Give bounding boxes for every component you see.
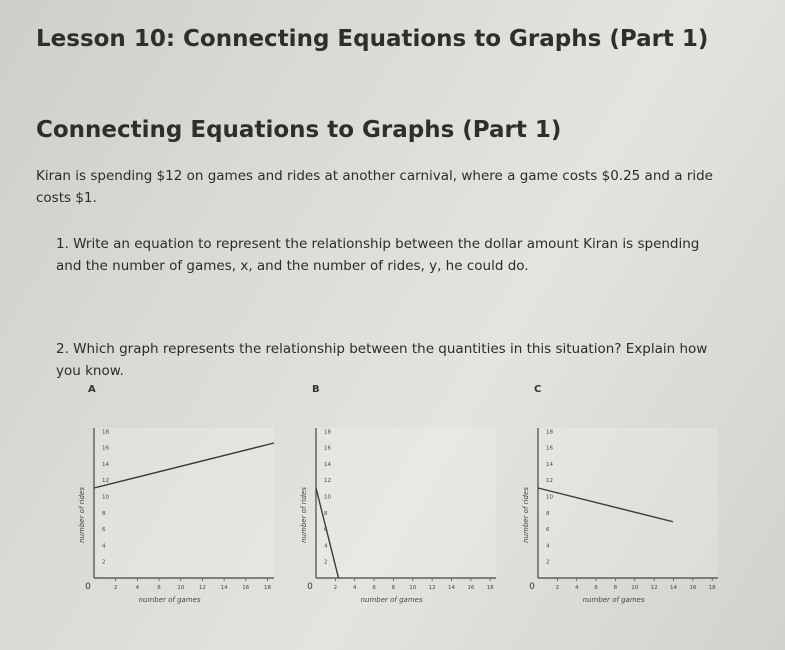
- x-tick-label: 18: [263, 585, 271, 591]
- x-tick-label: 12: [428, 585, 436, 591]
- y-tick-label: 10: [324, 494, 331, 501]
- x-tick-label: 6: [372, 585, 376, 591]
- y-tick-label: 2: [546, 559, 550, 566]
- y-tick-label: 16: [324, 445, 331, 452]
- lesson-title: Lesson 10: Connecting Equations to Graphs (Part 1): [36, 26, 709, 52]
- y-tick-label: 2: [324, 559, 328, 566]
- x-tick-label: 8: [613, 585, 618, 591]
- question-2: 2. Which graph represents the relationship between the quantities in this situation? Explain how you know.: [56, 341, 708, 379]
- x-axis-label: number of games: [360, 596, 423, 604]
- y-tick-label: 6: [102, 527, 106, 534]
- x-tick-label: 18: [708, 585, 716, 591]
- graph-c: [520, 418, 730, 618]
- y-tick-label: 18: [324, 429, 331, 436]
- question-1: 1. Write an equation to represent the relationship between the dollar amount Kiran is spending and the number of games, x, and the number of rides, y, he could do.: [56, 236, 700, 274]
- y-tick-label: 12: [546, 478, 553, 485]
- x-tick-label: 14: [220, 585, 228, 591]
- y-tick-label: 10: [102, 494, 109, 501]
- x-axis-label: number of games: [138, 596, 201, 604]
- y-axis-label: number of rides: [300, 487, 308, 543]
- y-tick-label: 16: [546, 445, 553, 452]
- plot-area: [538, 428, 718, 578]
- graph-c-label: C: [534, 384, 542, 395]
- y-tick-label: 6: [546, 527, 550, 534]
- x-tick-label: 14: [669, 585, 677, 591]
- y-tick-label: 10: [546, 494, 553, 501]
- y-axis-label: number of rides: [78, 487, 86, 543]
- y-axis-label: number of rides: [522, 487, 530, 543]
- y-tick-label: 18: [546, 429, 553, 436]
- y-tick-label: 6: [324, 527, 328, 534]
- y-tick-label: 14: [324, 461, 331, 468]
- graph-b: [298, 418, 508, 618]
- y-tick-label: 12: [102, 478, 109, 485]
- y-tick-label: 8: [102, 510, 106, 517]
- x-tick-label: 4: [352, 585, 357, 591]
- plot-area: [94, 428, 274, 578]
- y-tick-label: 4: [546, 543, 550, 550]
- x-tick-label: 14: [447, 585, 455, 591]
- x-tick-label: 10: [409, 585, 417, 591]
- x-tick-label: 16: [467, 585, 475, 591]
- x-tick-label: 16: [689, 585, 697, 591]
- y-tick-label: 12: [324, 478, 331, 485]
- graph-b-label: B: [312, 384, 320, 395]
- y-tick-label: 14: [546, 461, 553, 468]
- x-tick-label: 18: [486, 585, 494, 591]
- y-tick-label: 4: [102, 543, 106, 550]
- x-tick-label: 8: [157, 585, 161, 591]
- section-title: Connecting Equations to Graphs (Part 1): [36, 117, 562, 143]
- x-tick-label: 8: [391, 585, 396, 591]
- graph-a: [76, 418, 286, 618]
- x-tick-label: 6: [594, 585, 598, 591]
- y-tick-label: 8: [324, 510, 328, 517]
- y-tick-label: 14: [102, 461, 109, 468]
- origin-label: 0: [529, 582, 535, 592]
- x-tick-label: 10: [631, 585, 639, 591]
- y-tick-label: 16: [102, 445, 109, 452]
- intro-text: Kiran is spending $12 on games and rides at another carnival, where a game costs $0.25 and a ride costs $1.: [36, 168, 713, 206]
- x-axis-label: number of games: [582, 596, 645, 604]
- x-tick-label: 2: [113, 585, 118, 591]
- x-tick-label: 16: [242, 585, 250, 591]
- x-tick-label: 12: [198, 585, 206, 591]
- y-tick-label: 2: [102, 559, 106, 566]
- x-tick-label: 12: [650, 585, 658, 591]
- y-tick-label: 8: [546, 510, 550, 517]
- x-tick-label: 4: [574, 585, 579, 591]
- plot-area: [316, 428, 496, 578]
- y-tick-label: 18: [102, 429, 109, 436]
- x-tick-label: 2: [333, 585, 338, 591]
- graph-a-label: A: [88, 384, 96, 395]
- origin-label: 0: [307, 582, 313, 592]
- x-tick-label: 10: [177, 585, 185, 591]
- origin-label: 0: [85, 582, 91, 592]
- x-tick-label: 4: [135, 585, 140, 591]
- x-tick-label: 2: [555, 585, 560, 591]
- y-tick-label: 4: [324, 543, 328, 550]
